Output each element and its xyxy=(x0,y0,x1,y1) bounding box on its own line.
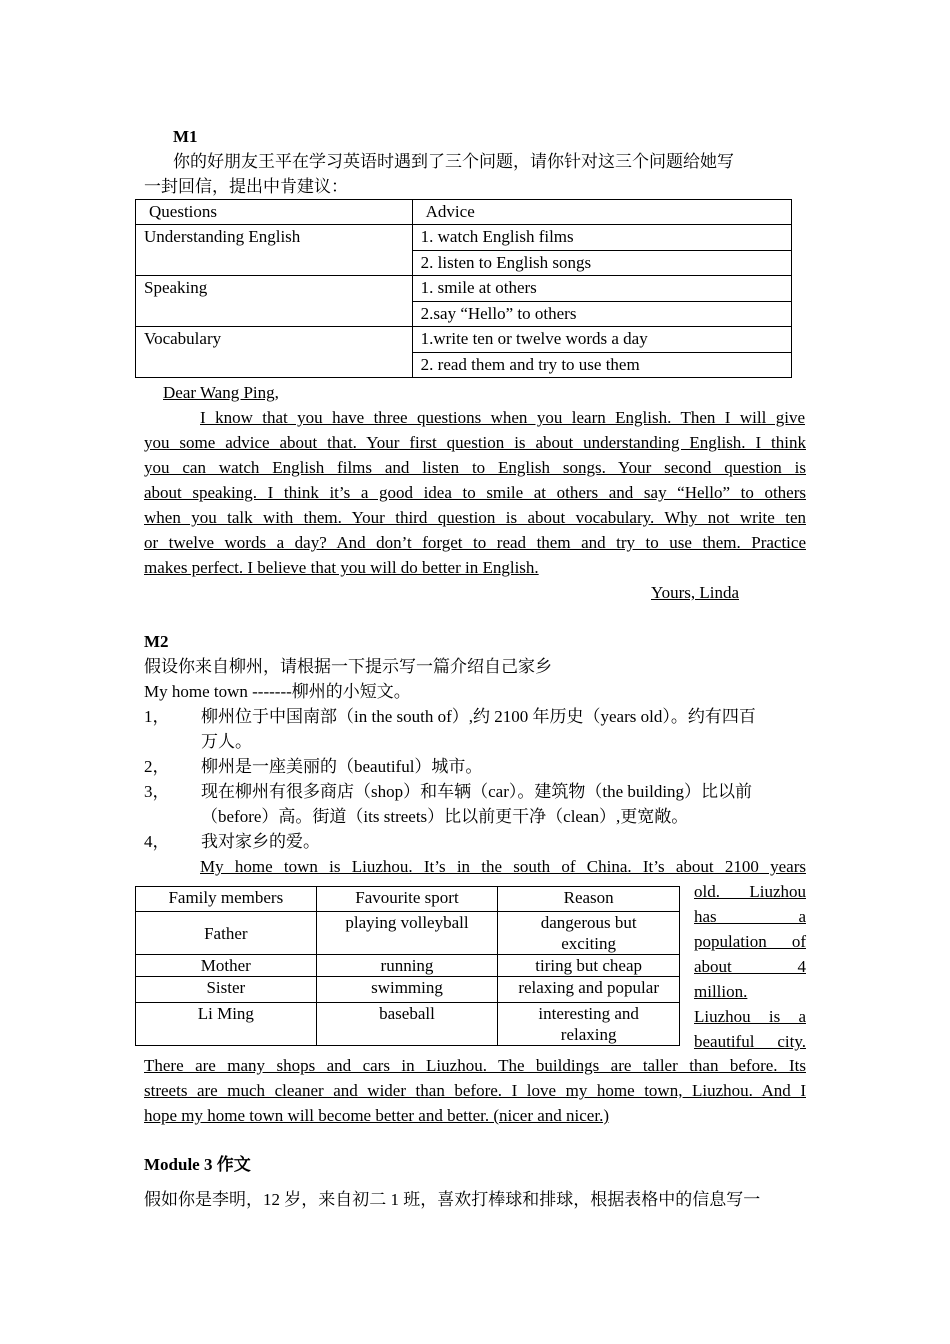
table-cell-question: Speaking xyxy=(136,276,413,327)
letter-line: about speaking. I think it’s a good idea to smile at others and say “Hello” to others xyxy=(144,483,806,502)
essay-side-line: has a xyxy=(694,907,806,926)
table-cell-sport: swimming xyxy=(316,977,498,1003)
m3-heading: Module 3 作文 xyxy=(144,1155,251,1174)
point-number: 3， xyxy=(144,782,170,801)
point-text: 柳州位于中国南部（in the south of）,约 2100 年历史（years old）。约有四百 xyxy=(201,707,756,726)
table-cell-sport: baseball xyxy=(316,1003,498,1046)
essay-side-line: Liuzhou is a xyxy=(694,1007,806,1026)
table-cell-sport: playing volleyball xyxy=(316,912,498,955)
letter-signature: Yours, Linda xyxy=(651,583,740,602)
letter-line: when you talk with them. Your third question is about vocabulary. Why not write ten xyxy=(144,508,806,527)
table-cell-advice: 1. smile at others xyxy=(412,276,791,302)
table-cell-advice: 2. listen to English songs xyxy=(412,251,791,276)
table-cell-reason: interesting and relaxing xyxy=(498,1003,680,1046)
family-sport-table xyxy=(135,886,680,1046)
point-number: 4， xyxy=(144,832,170,851)
table-cell-member: Father xyxy=(136,912,317,955)
point-number: 2， xyxy=(144,757,170,776)
table-header-questions: Questions xyxy=(136,200,413,225)
m1-prompt: 你的好朋友王平在学习英语时遇到了三个问题，请你针对这三个问题给她写 xyxy=(173,152,734,171)
essay-side-line: about 4 xyxy=(694,957,806,976)
table-header: Reason xyxy=(498,887,680,912)
table-cell-member: Li Ming xyxy=(136,1003,317,1046)
point-text: 柳州是一座美丽的（beautiful）城市。 xyxy=(201,757,483,776)
table-cell-question: Understanding English xyxy=(136,225,413,276)
letter-line: you some advice about that. Your first question is about understanding English. I think xyxy=(144,433,806,452)
table-header: Favourite sport xyxy=(316,887,498,912)
table-header: Family members xyxy=(136,887,317,912)
letter-line: or twelve words a day? And don’t forget to read them and try to use them. Practice xyxy=(144,533,806,552)
point-text: 我对家乡的爱。 xyxy=(201,832,320,851)
m2-heading: M2 xyxy=(144,632,169,651)
letter-line: makes perfect. I believe that you will do better in English. xyxy=(144,558,539,577)
letter-line: I know that you have three questions when you learn English. Then I will give xyxy=(200,408,805,427)
m1-heading: M1 xyxy=(173,127,198,146)
table-cell-sport: running xyxy=(316,955,498,977)
essay-line: streets are much cleaner and wider than before. I love my home town, Liuzhou. And I xyxy=(144,1081,806,1100)
table-header-advice: Advice xyxy=(412,200,791,225)
point-text: （before）高。街道（its streets）比以前更干净（clean）,更宽敞。 xyxy=(201,807,689,826)
letter-line: you can watch English films and listen to English songs. Your second question is xyxy=(144,458,806,477)
point-text: 现在柳州有很多商店（shop）和车辆（car）。建筑物（the building）比以前 xyxy=(201,782,753,801)
m2-intro-cont: My home town -------柳州的小短文。 xyxy=(144,682,411,701)
m3-prompt: 假如你是李明，12 岁，来自初二 1 班，喜欢打棒球和排球，根据表格中的信息写一 xyxy=(144,1190,761,1209)
table-cell-reason: dangerous but exciting xyxy=(498,912,680,955)
point-number: 1， xyxy=(144,707,170,726)
table-cell-advice: 1.write ten or twelve words a day xyxy=(412,327,791,353)
m1-advice-table xyxy=(135,199,792,378)
letter-greeting: Dear Wang Ping, xyxy=(163,383,279,402)
table-cell-reason: tiring but cheap xyxy=(498,955,680,977)
table-cell-question: Vocabulary xyxy=(136,327,413,378)
table-cell-advice: 2. read them and try to use them xyxy=(412,353,791,378)
table-cell-member: Mother xyxy=(136,955,317,977)
essay-side-line: old. Liuzhou xyxy=(694,882,806,901)
essay-side-line: million. xyxy=(694,982,748,1001)
point-text: 万人。 xyxy=(201,732,252,751)
essay-line: There are many shops and cars in Liuzhou. The buildings are taller than before. Its xyxy=(144,1056,806,1075)
m2-intro: 假设你来自柳州，请根据一下提示写一篇介绍自己家乡 xyxy=(144,657,552,676)
essay-side-line: population of xyxy=(694,932,806,951)
essay-line: My home town is Liuzhou. It’s in the south of China. It’s about 2100 years xyxy=(200,857,806,876)
table-cell-member: Sister xyxy=(136,977,317,1003)
essay-side-line: beautiful city. xyxy=(694,1032,806,1051)
m1-prompt-cont: 一封回信，提出中肯建议： xyxy=(144,177,348,196)
table-cell-advice: 1. watch English films xyxy=(412,225,791,251)
table-cell-reason: relaxing and popular xyxy=(498,977,680,1003)
essay-line: hope my home town will become better and better. (nicer and nicer.) xyxy=(144,1106,609,1125)
table-cell-advice: 2.say “Hello” to others xyxy=(412,302,791,327)
